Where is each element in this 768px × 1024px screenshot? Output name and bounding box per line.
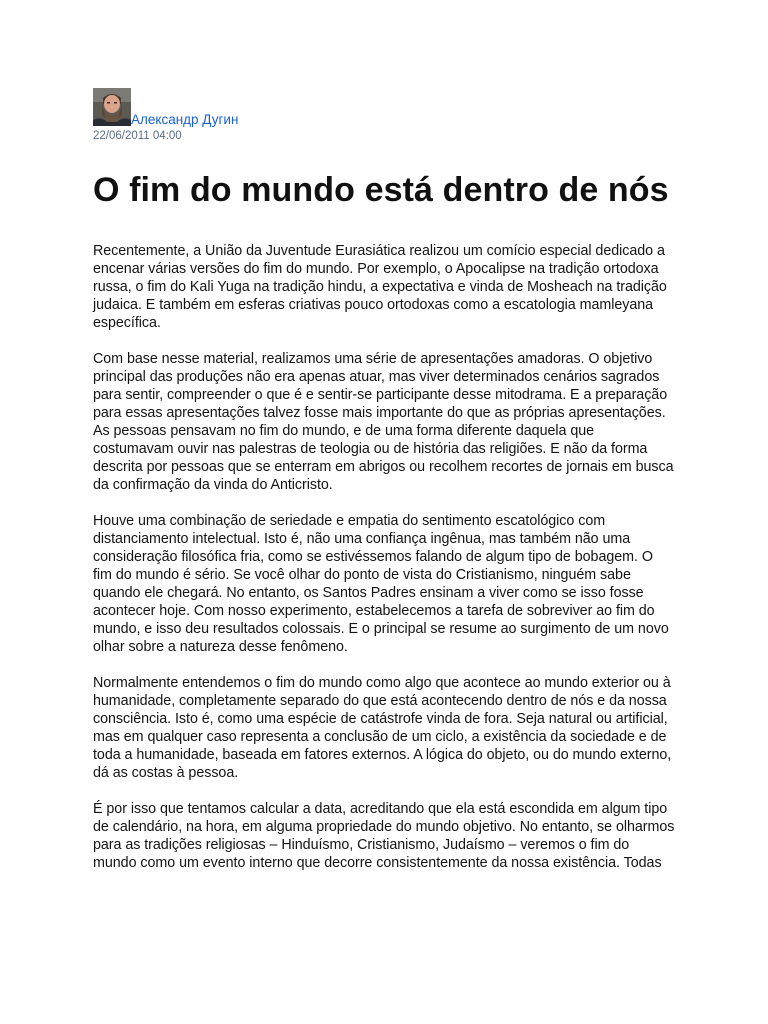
author-portrait-icon[interactable] — [93, 88, 131, 126]
paragraph: É por isso que tentamos calcular a data, acreditando que ela está escondida em algum tipo de calendário, na hora, em alguma propriedade do mundo objetivo. No entanto, se olharmos para as tradições religiosas – Hinduísmo, Cristianismo, Judaísmo – veremos o fim do mundo como um evento interno que decorre consistentemente da nossa existência. Todas — [93, 801, 675, 871]
byline — [93, 88, 675, 126]
author-link[interactable]: Александр Дугин — [131, 112, 239, 127]
paragraph: Houve uma combinação de seriedade e empatia do sentimento escatológico com distanciamento intelectual. Isto é, não uma confiança ingênua, mas também não uma consideração filosófica fria, como se estivéssemos falando de algum tipo de bobagem. O fim do mundo é sério. Se você olhar do ponto de vista do Cristianismo, ninguém sabe quando ele chegará. No entanto, os Santos Padres ensinam a viver como se isso fosse acontecer hoje. Com nosso experimento, estabelecemos a tarefa de sobreviver ao fim do mundo, e isso deu resultados colossais. E o principal se resume ao surgimento de um novo olhar sobre a natureza desse fenômeno. — [93, 513, 669, 655]
article-title: O fim do mundo está dentro de nós — [93, 171, 669, 209]
paragraph: Recentemente, a União da Juventude Eurasiática realizou um comício especial dedicado a encenar várias versões do fim do mundo. Por exemplo, o Apocalipse na tradição ortodoxa russa, o fim do Kali Yuga na tradição hindu, a expectativa e vinda de Mosheach na tradição judaica. E também em esferas criativas pouco ortodoxas como a escatologia mamleyana específica. — [93, 243, 667, 331]
paragraph: Normalmente entendemos o fim do mundo como algo que acontece ao mundo exterior ou à humanidade, completamente separado do que está acontecendo dentro de nós e da nossa consciência. Isto é, como uma espécie de catástrofe vinda de fora. Seja natural ou artificial, mas em qualquer caso representa a conclusão de um ciclo, a existência da sociedade e de toda a humanidade, baseada em fatores externos. A lógica do objeto, ou do mundo externo, dá as costas à pessoa. — [93, 675, 672, 781]
publish-date: 22/06/2011 04:00 — [93, 130, 182, 142]
article-body — [93, 242, 675, 872]
paragraph: Com base nesse material, realizamos uma série de apresentações amadoras. O objetivo principal das produções não era apenas atuar, mas viver determinados cenários sagrados para sentir, compreender o que é e sentir-se participante desse mitodrama. E a preparação para essas apresentações talvez fosse mais importante do que as próprias apresentações. As pessoas pensavam no fim do mundo, e de uma forma diferente daquela que costumavam ouvir nas palestras de teologia ou de história das religiões. E não da forma descrita por pessoas que se enterram em abrigos ou recolhem recortes de jornais em busca da confirmação da vinda do Anticristo. — [93, 351, 674, 493]
article — [93, 88, 675, 890]
